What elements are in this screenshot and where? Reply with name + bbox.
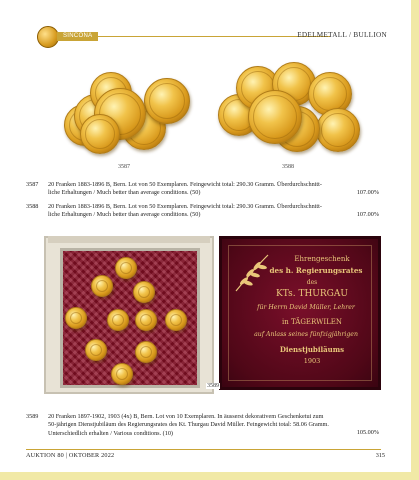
lot-description: 20 Franken 1897-1902, 1903 (4x) B, Bern. Lot von 10 Exemplaren. In äusserst dekorativem Geschenketui zum 50-jährigen Dienstjubiläum des Regierungsrates des Kt. Thurgau David Müller. Feingewicht total: 58.06 Gramm. Unterschiedlich erhalten / Various conditions. (10)	[48, 413, 329, 437]
lot-description: 20 Franken 1883-1896 B, Bern. Lot von 50 Exemplaren. Feingewicht total: 290.30 Gramm. Überdurchschnitt-liche Erhaltungen / Much better than average conditions. (50)	[48, 203, 322, 219]
inscription-line: KTs. THURGAU	[276, 289, 348, 299]
coin	[85, 339, 107, 361]
coin	[65, 307, 87, 329]
inscription-line: des	[306, 279, 318, 286]
coin	[135, 309, 157, 331]
coin	[135, 341, 157, 363]
lot-3588-image	[212, 60, 367, 160]
page-number: 315	[375, 452, 385, 459]
coin	[248, 90, 302, 144]
inscription-line: Ehrengeschenk	[294, 255, 350, 263]
sincona-logo-icon	[37, 26, 59, 48]
coin	[107, 309, 129, 331]
lot-description: 20 Franken 1883-1896 B, Bern. Lot von 50 Exemplaren. Feingewicht total: 290.30 Gramm. Überdurchschnitt-liche Erhaltungen / Much better than average conditions. (50)	[48, 181, 322, 197]
coin	[316, 108, 360, 152]
lot-entry	[0, 413, 411, 443]
coin	[133, 281, 155, 303]
coin	[111, 363, 133, 385]
section-title: EDELMETALL / BULLION	[297, 31, 387, 39]
auction-label: AUKTION 80 | OKTOBER 2022	[26, 452, 115, 459]
coin	[144, 78, 190, 124]
image-label-3588: 3588	[282, 164, 294, 170]
inscription-line: des h. Regierungsrates	[269, 266, 363, 275]
coin	[115, 257, 137, 279]
inscription-line: für Herrn David Müller, Lehrer	[257, 304, 355, 311]
inscription-line: 1903	[303, 357, 321, 365]
footer-rule	[26, 449, 381, 450]
lot-number: 3589	[26, 413, 39, 420]
lot-result: 105.00%	[356, 429, 379, 436]
brand-label: SINCONA	[57, 32, 98, 41]
lot-entry	[0, 203, 411, 223]
lot-result: 107.00%	[356, 189, 379, 196]
presentation-case-lid	[219, 236, 381, 390]
lot-number: 3588	[26, 203, 39, 210]
lot-number: 3587	[26, 181, 39, 188]
lot-result: 107.00%	[356, 211, 379, 218]
inscription-line: Dienstjubiläums	[279, 345, 345, 354]
lot-3587-image	[52, 62, 202, 162]
coin	[80, 114, 120, 154]
red-satin-lining	[60, 248, 200, 388]
inscription-line: in TÄGERWILEN	[282, 318, 342, 326]
page-header	[0, 22, 411, 50]
header-rule	[98, 36, 330, 37]
image-label-3589: 3589	[207, 383, 219, 389]
coin	[91, 275, 113, 297]
inscription-line: auf Anlass seines fünfzigjährigen	[254, 331, 358, 338]
coin	[165, 309, 187, 331]
case-hinge	[48, 236, 210, 243]
lot-entry	[0, 181, 411, 201]
presentation-case-tray	[44, 236, 214, 394]
image-label-3587: 3587	[118, 164, 130, 170]
